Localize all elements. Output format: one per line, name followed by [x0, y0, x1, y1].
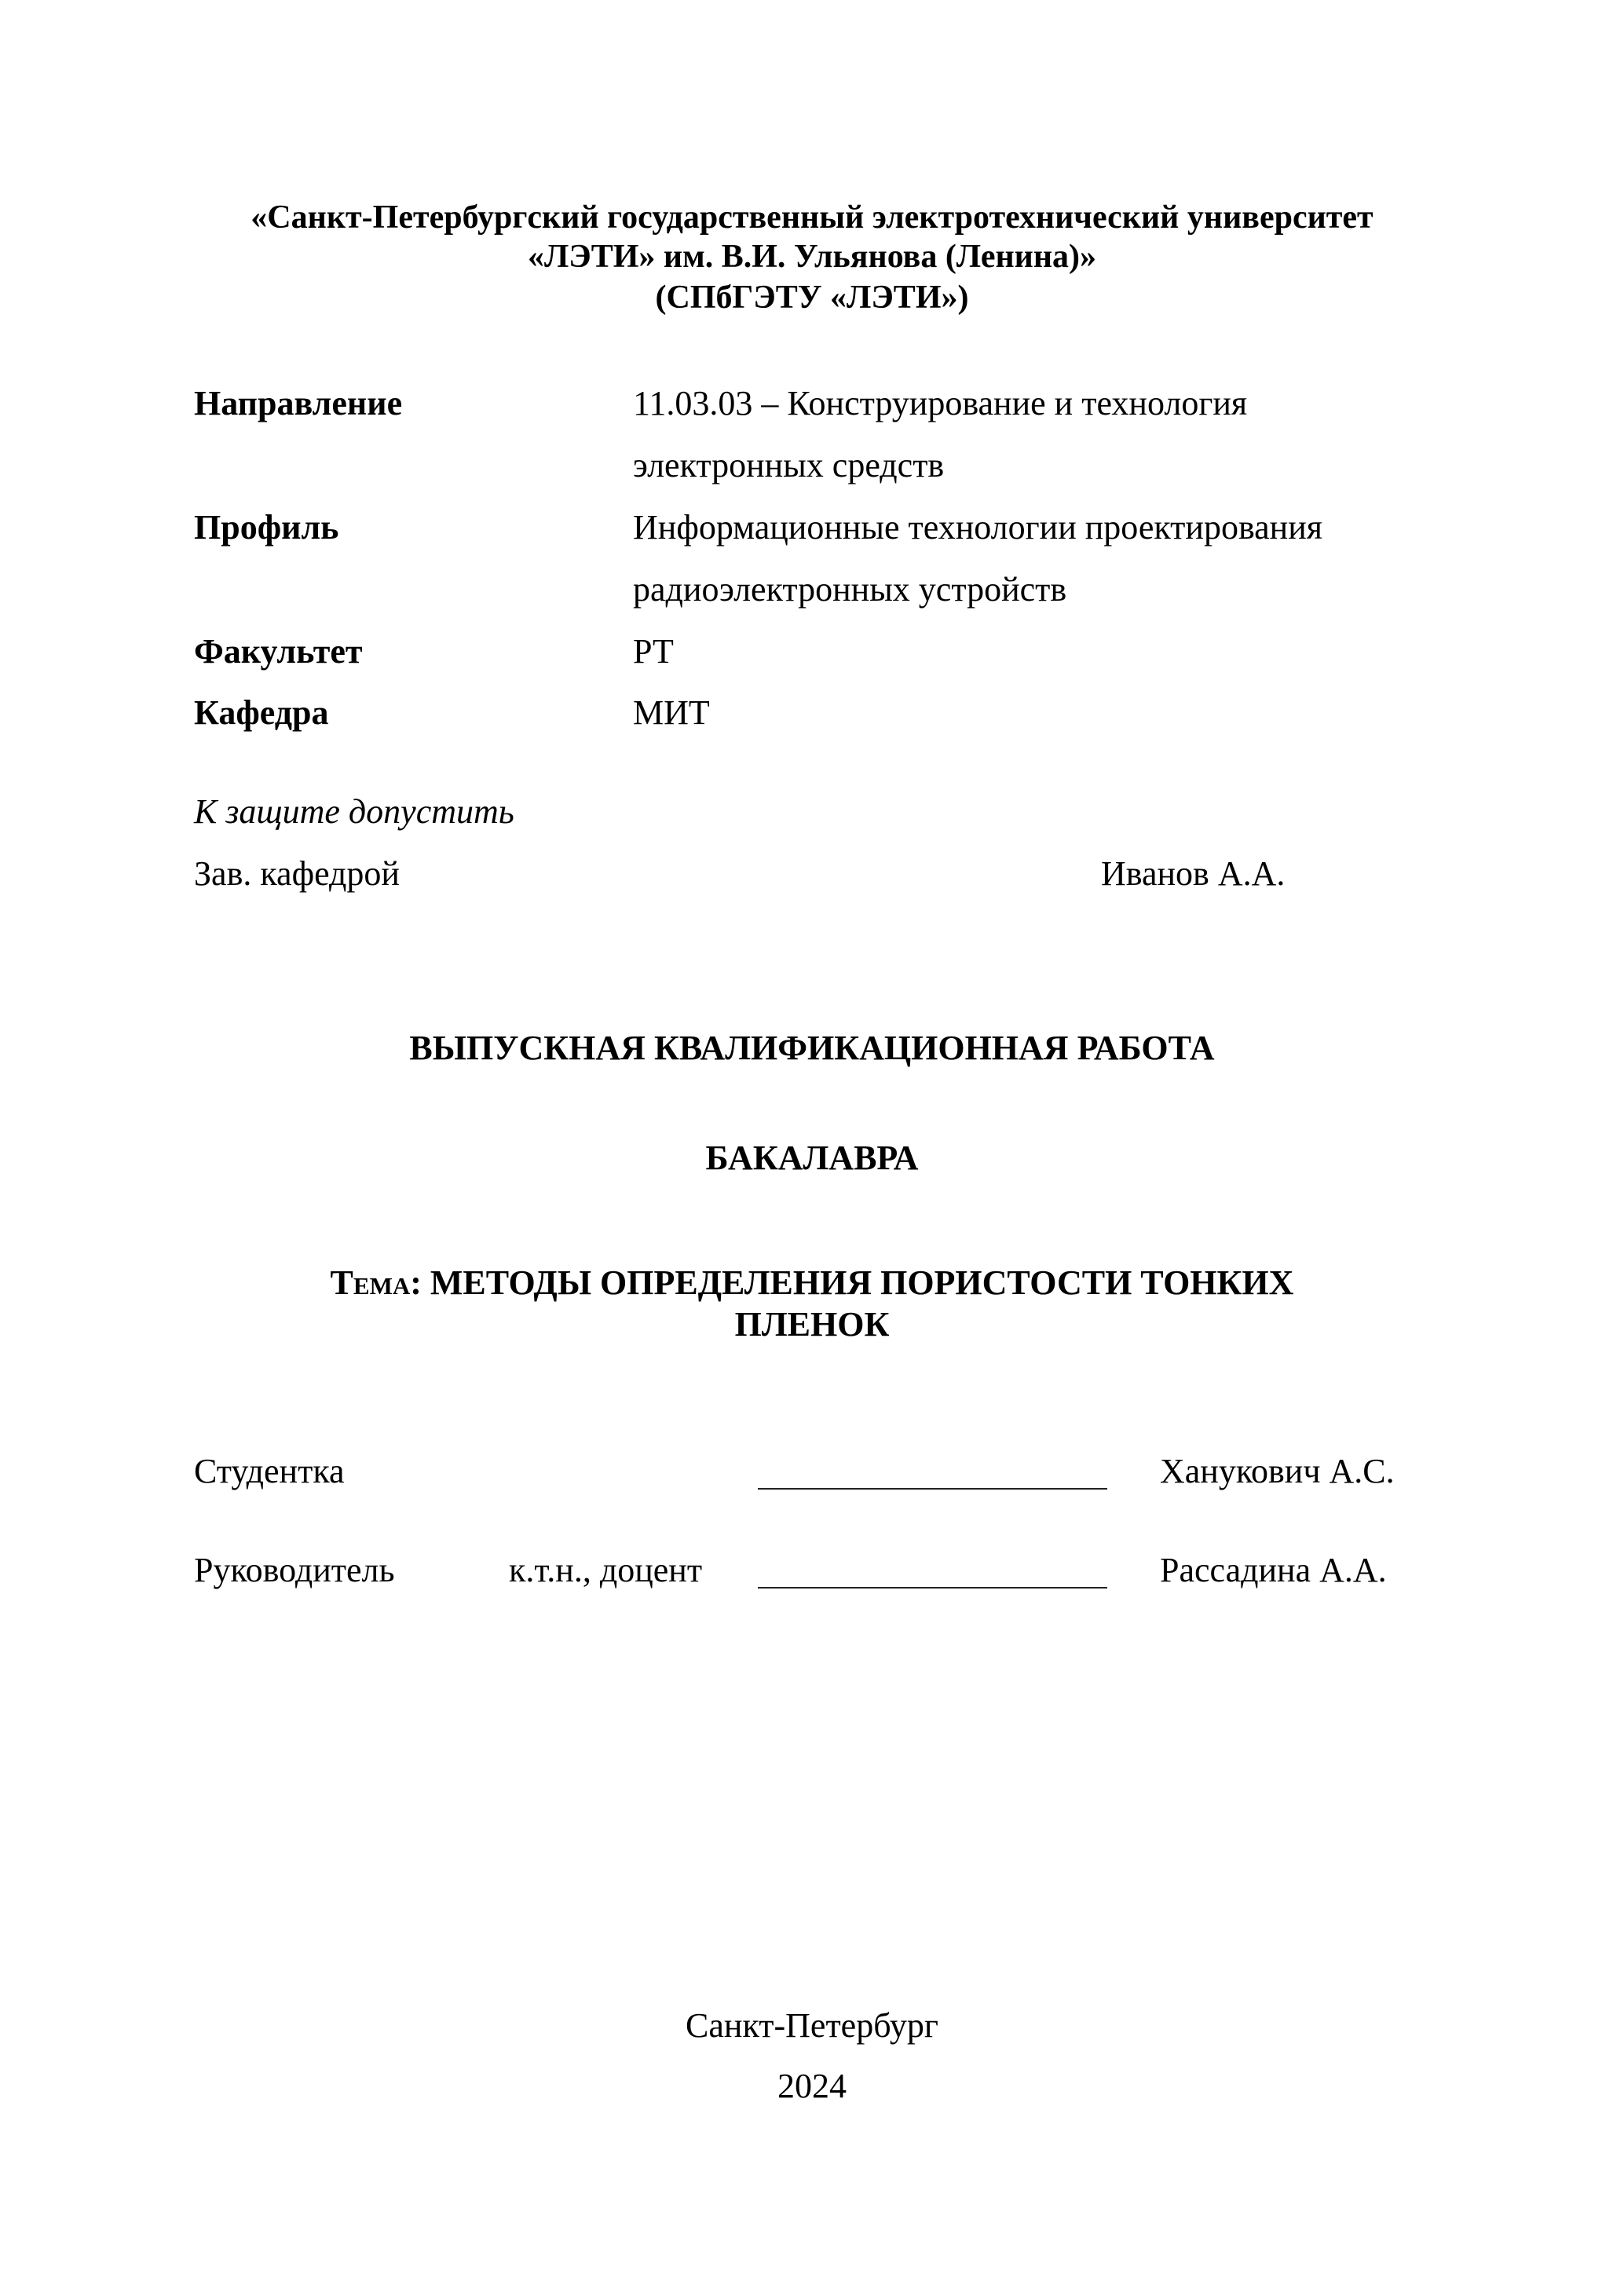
university-name-line-1: «Санкт-Петербургский государственный электротехнический университет — [251, 199, 1373, 236]
topic-line-1 — [0, 1263, 1624, 1302]
label-department: Кафедра — [194, 693, 329, 732]
topic-prefix: Тема: — [330, 1263, 422, 1302]
signature-name-supervisor: Рассадина А.А. — [1160, 1551, 1387, 1589]
label-profile: Профиль — [194, 508, 339, 547]
university-abbreviation: (СПбГЭТУ «ЛЭТИ») — [655, 280, 969, 316]
footer-year: 2024 — [777, 2067, 847, 2105]
signature-role-supervisor: Руководитель — [194, 1551, 395, 1589]
signature-degree-supervisor: к.т.н., доцент — [509, 1551, 703, 1589]
topic-text-line-1: МЕТОДЫ ОПРЕДЕЛЕНИЯ ПОРИСТОСТИ ТОНКИХ — [430, 1263, 1294, 1302]
work-type-title: ВЫПУСКНАЯ КВАЛИФИКАЦИОННАЯ РАБОТА — [409, 1029, 1215, 1067]
value-profile-line-2: радиоэлектронных устройств — [633, 570, 1067, 609]
label-direction: Направление — [194, 384, 403, 422]
approval-role: Зав. кафедрой — [194, 854, 400, 893]
signature-name-student: Ханукович А.С. — [1160, 1452, 1395, 1490]
approval-caption: К защите допустить — [194, 792, 514, 831]
approval-name: Иванов А.А. — [1101, 854, 1286, 893]
signature-line-student — [758, 1488, 1107, 1490]
signature-line-supervisor — [758, 1587, 1107, 1589]
value-direction-line-2: электронных средств — [633, 446, 945, 484]
value-department: МИТ — [633, 693, 710, 732]
signature-role-student: Студентка — [194, 1452, 345, 1490]
value-profile-line-1: Информационные технологии проектирования — [633, 508, 1323, 547]
value-faculty: РТ — [633, 632, 674, 671]
value-direction-line-1: 11.03.03 – Конструирование и технология — [633, 384, 1248, 422]
topic-line-2: ПЛЕНОК — [734, 1305, 890, 1344]
work-type-degree: БАКАЛАВРА — [705, 1139, 919, 1177]
university-name-line-2: «ЛЭТИ» им. В.И. Ульянова (Ленина)» — [527, 239, 1097, 275]
label-faculty: Факультет — [194, 632, 363, 671]
footer-city: Санкт-Петербург — [686, 2006, 938, 2045]
